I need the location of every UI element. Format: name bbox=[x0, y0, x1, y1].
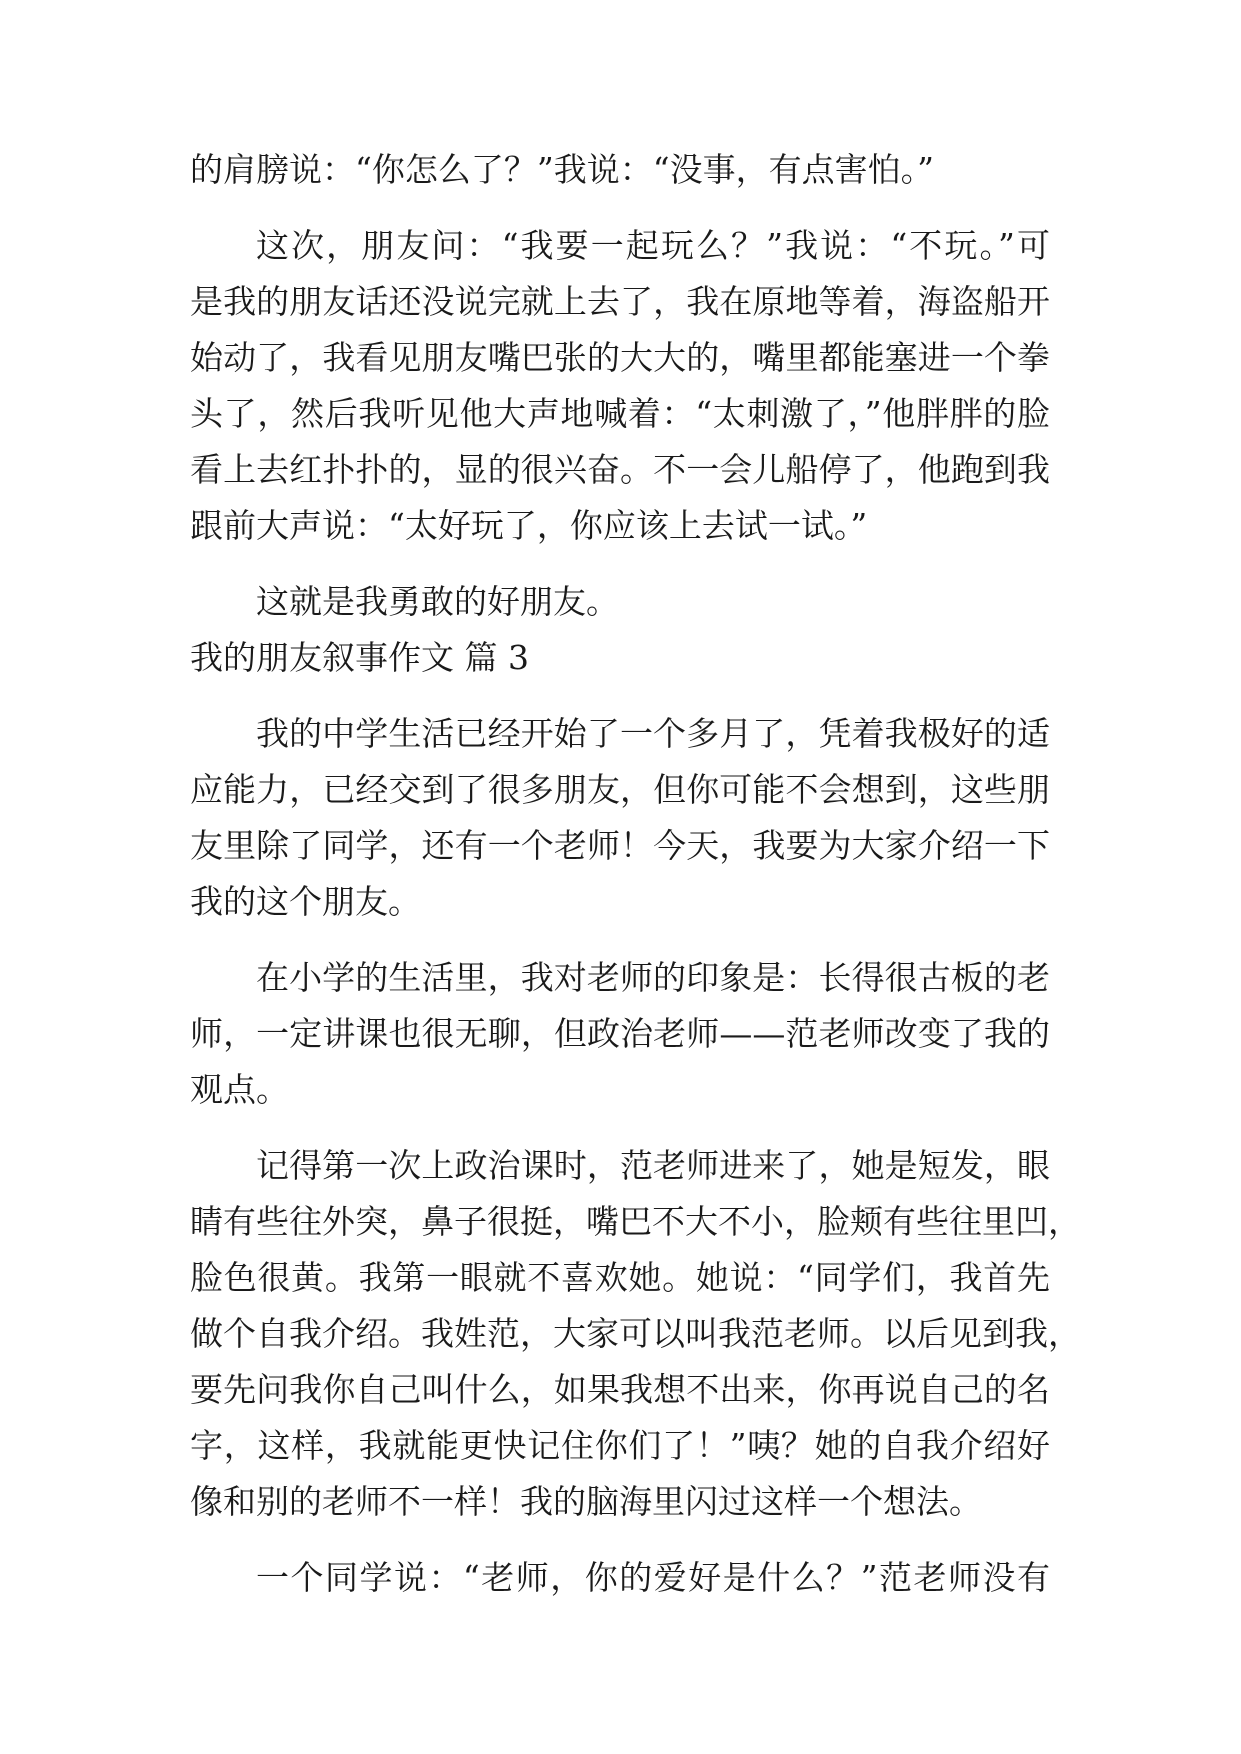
text-line: 要先问我你自己叫什么，如果我想不出来，你再说自己的名 bbox=[190, 1370, 1050, 1409]
paragraph-first-line: 在小学的生活里，我对老师的印象是：长得很古板的老 bbox=[256, 958, 1050, 997]
text-line: 头了，然后我听见他大声地喊着：“太刺激了，”他胖胖的脸 bbox=[190, 394, 1050, 433]
text-line: 跟前大声说：“太好玩了，你应该上去试一试。” bbox=[190, 506, 868, 545]
paragraph-first-line: 记得第一次上政治课时，范老师进来了，她是短发，眼 bbox=[256, 1146, 1050, 1185]
paragraph-first-line: 这就是我勇敢的好朋友。 bbox=[256, 582, 619, 621]
text-line: 我的这个朋友。 bbox=[190, 882, 421, 921]
paragraph-first-line: 我的中学生活已经开始了一个多月了，凭着我极好的适 bbox=[256, 714, 1050, 753]
text-line: 睛有些往外突，鼻子很挺，嘴巴不大不小，脸颊有些往里凹， bbox=[190, 1202, 1081, 1241]
text-line: 字，这样，我就能更快记住你们了！”咦？她的自我介绍好 bbox=[190, 1426, 1050, 1465]
paragraph-first-line: 一个同学说：“老师，你的爱好是什么？”范老师没有 bbox=[256, 1558, 1050, 1597]
text-line: 友里除了同学，还有一个老师！今天，我要为大家介绍一下 bbox=[190, 826, 1050, 865]
text-line: 像和别的老师不一样！我的脑海里闪过这样一个想法。 bbox=[190, 1482, 982, 1521]
text-line: 的肩膀说：“你怎么了？”我说：“没事，有点害怕。” bbox=[190, 150, 934, 189]
text-line: 做个自我介绍。我姓范，大家可以叫我范老师。以后见到我， bbox=[190, 1314, 1081, 1353]
text-line: 师，一定讲课也很无聊，但政治老师——范老师改变了我的 bbox=[190, 1014, 1050, 1053]
text-line: 是我的朋友话还没说完就上去了，我在原地等着，海盗船开 bbox=[190, 282, 1050, 321]
text-line: 应能力，已经交到了很多朋友，但你可能不会想到，这些朋 bbox=[190, 770, 1050, 809]
text-line: 看上去红扑扑的，显的很兴奋。不一会儿船停了，他跑到我 bbox=[190, 450, 1050, 489]
text-line: 始动了，我看见朋友嘴巴张的大大的，嘴里都能塞进一个拳 bbox=[190, 338, 1050, 377]
section-heading: 我的朋友叙事作文 篇 3 bbox=[190, 638, 529, 677]
text-line: 观点。 bbox=[190, 1070, 289, 1109]
text-line: 脸色很黄。我第一眼就不喜欢她。她说：“同学们，我首先 bbox=[190, 1258, 1050, 1297]
paragraph-first-line: 这次，朋友问：“我要一起玩么？”我说：“不玩。”可 bbox=[256, 226, 1050, 265]
